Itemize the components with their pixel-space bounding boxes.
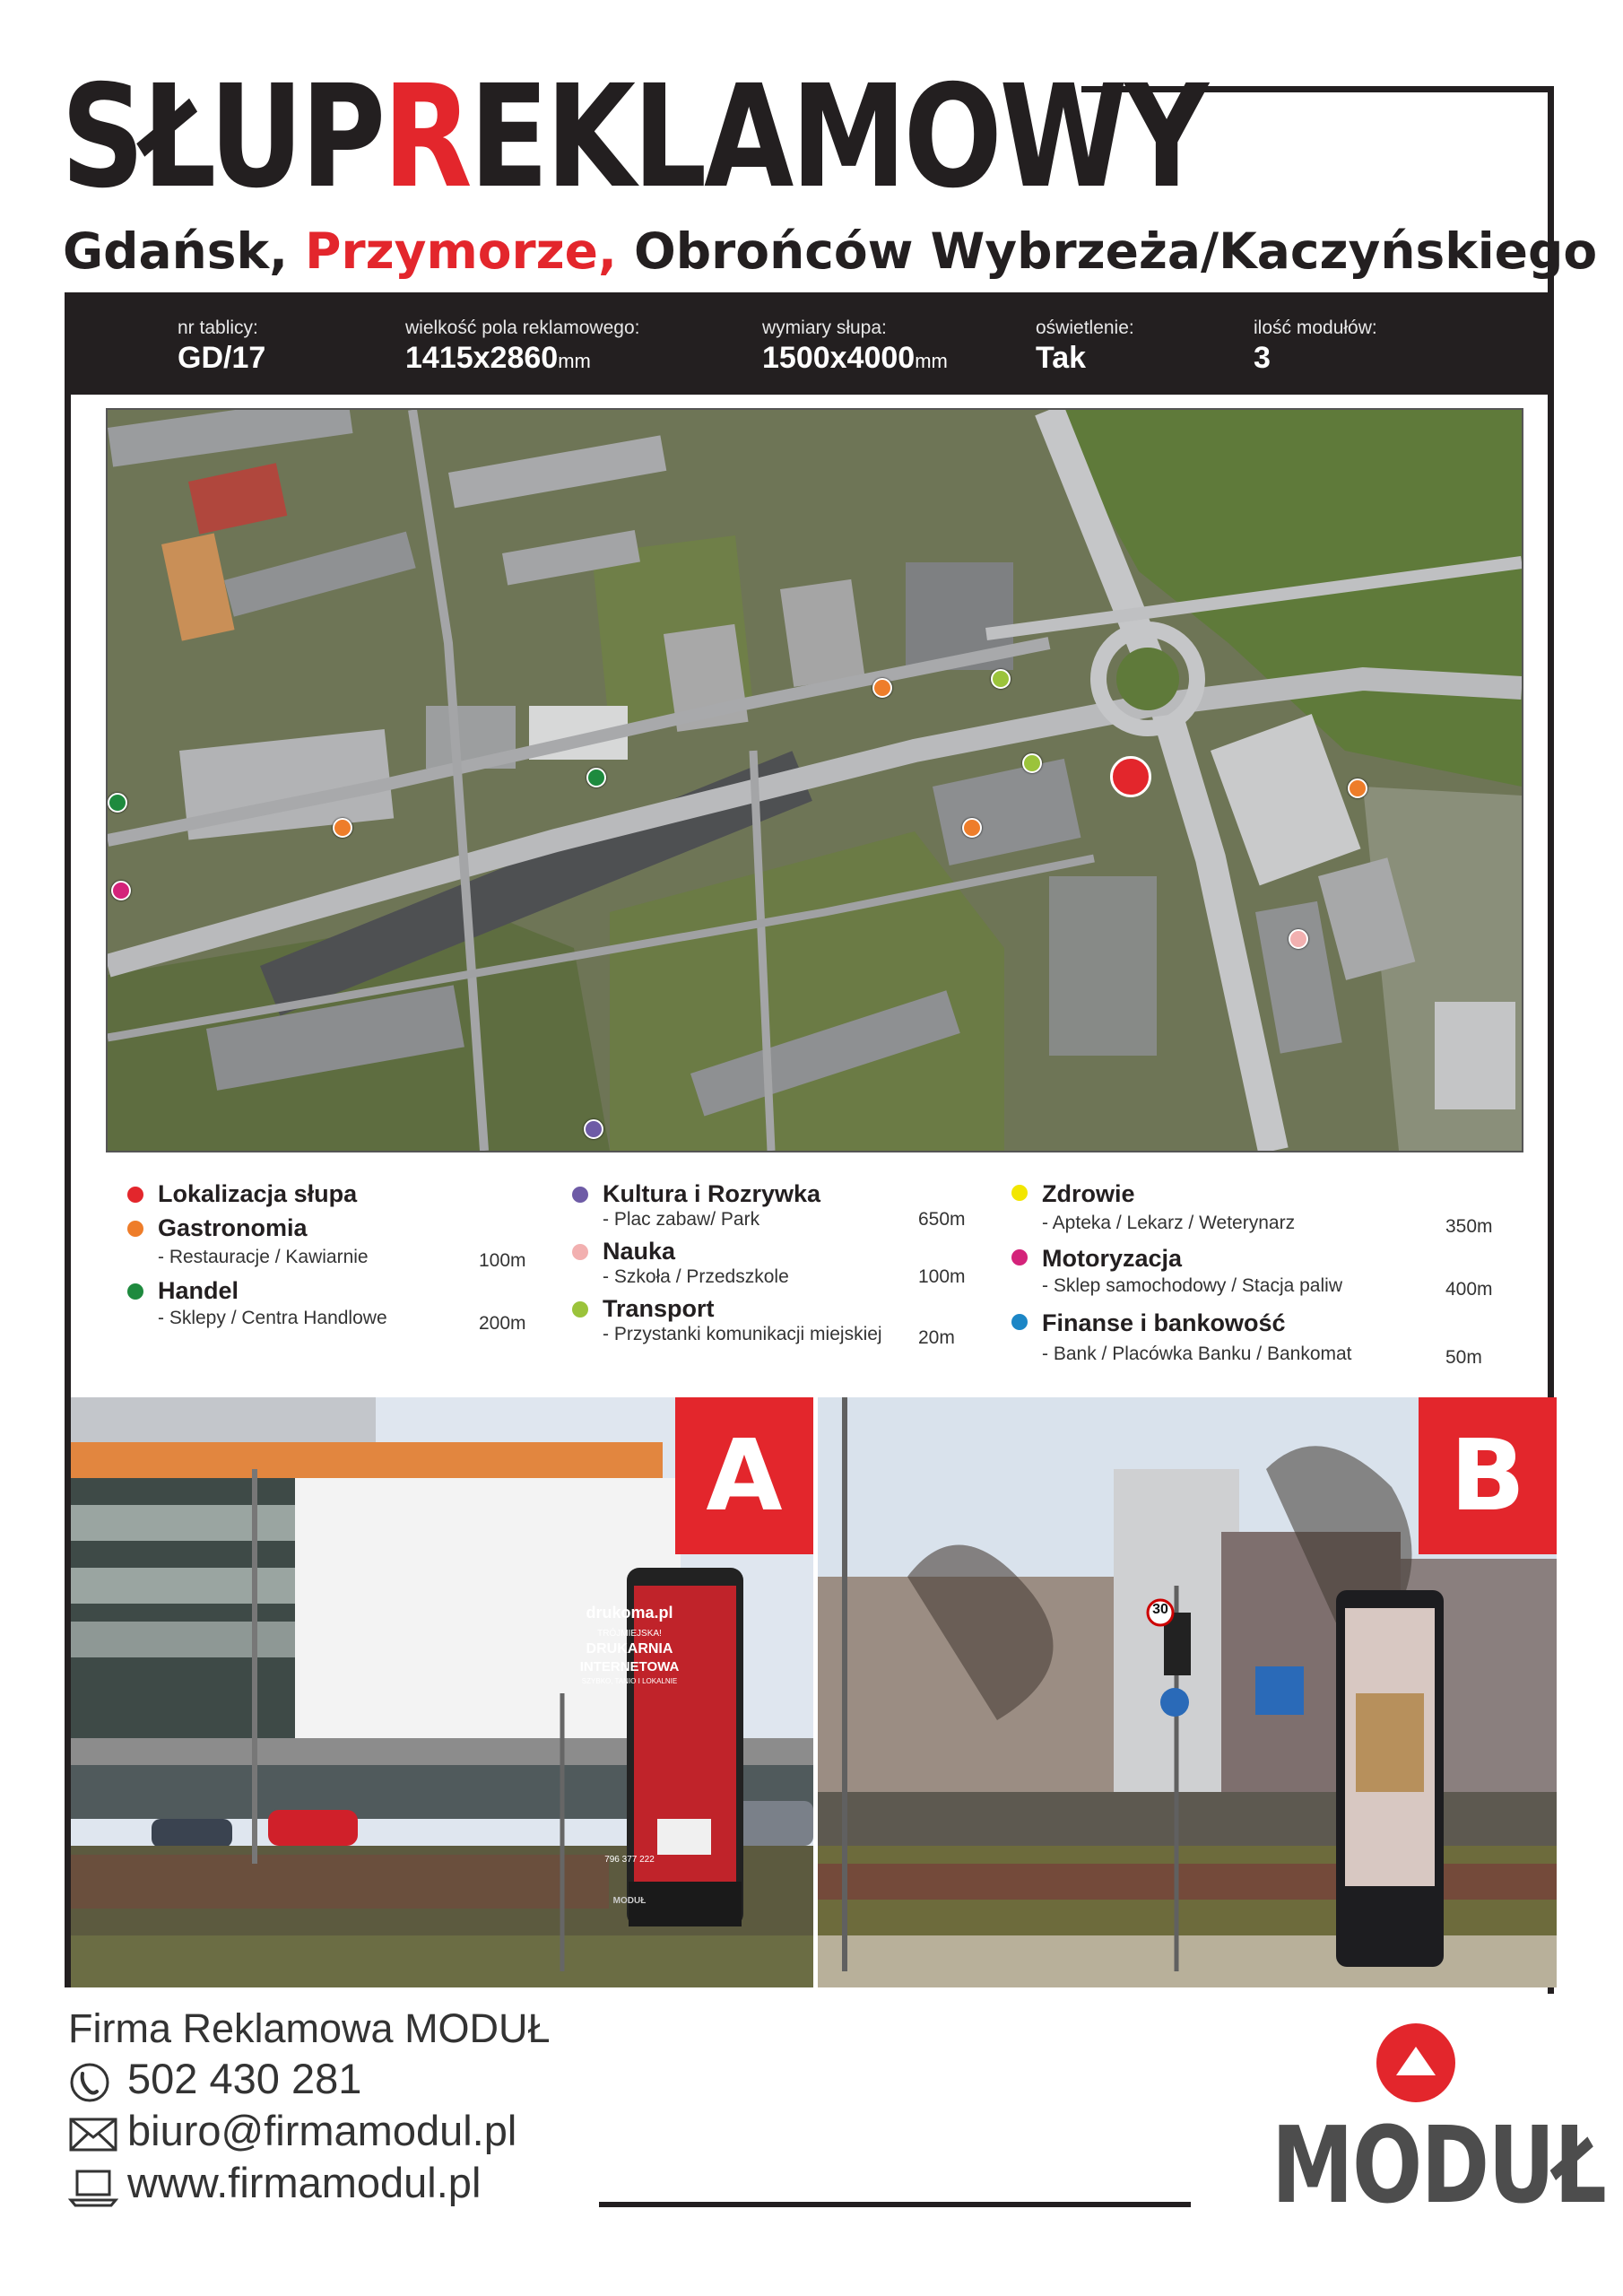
zdrowie-dot-icon (1011, 1185, 1028, 1201)
title-part1: SŁUP (61, 55, 383, 220)
legend-zdrowie-sub: - Apteka / Lekarz / Weterynarz (1042, 1213, 1296, 1233)
kultura-dot-icon (572, 1187, 588, 1203)
handel-dot-icon (127, 1283, 143, 1300)
street: Obrońców Wybrzeża/Kaczyńskiego (634, 222, 1598, 280)
legend-handel-sub: - Sklepy / Centra Handlowe (158, 1308, 387, 1328)
nauka-dot-icon (572, 1244, 588, 1260)
title-highlight: R (382, 55, 470, 220)
poi-kultura-marker (584, 1119, 603, 1139)
board-label: nr tablicy: (178, 317, 258, 338)
company-name: Firma Reklamowa MODUŁ (68, 2005, 551, 2051)
finanse-dot-icon (1011, 1314, 1028, 1330)
website-url: www.firmamodul.pl (127, 2159, 482, 2206)
title-part2: EKLAMOWY (469, 55, 1206, 220)
page-title (61, 55, 1206, 220)
legend-location-title: Lokalizacja słupa (158, 1180, 358, 1207)
pillar-a-brand: MODUŁ (612, 1896, 647, 1906)
poi-handel-marker (586, 768, 606, 787)
pillar-label: wymiary słupa: (762, 317, 887, 338)
phone-number: 502 430 281 (127, 2055, 362, 2102)
footer-divider (599, 2202, 1191, 2207)
legend-nauka-title: Nauka (603, 1238, 676, 1265)
laptop-icon (68, 2166, 118, 2207)
speed-sign-value: 30 (1152, 1602, 1168, 1617)
field-value: 1415x2860 (405, 341, 559, 375)
legend-finanse-dist: 50m (1445, 1347, 1482, 1368)
legend-handel-dist: 200m (479, 1313, 526, 1334)
contact-phone[interactable] (68, 2054, 361, 2100)
legend-handel-title: Handel (158, 1277, 239, 1304)
legend-gastro-dist: 100m (479, 1250, 526, 1271)
light-value: Tak (1036, 341, 1087, 375)
legend-gastro-title: Gastronomia (158, 1214, 308, 1241)
photo-b-badge: B (1419, 1397, 1557, 1554)
photo-a-badge: A (675, 1397, 813, 1554)
aerial-map-image (108, 410, 1522, 1151)
phone-icon (68, 2062, 118, 2103)
logo-mark (1376, 2023, 1455, 2102)
modules-label: ilość modułów: (1254, 317, 1377, 338)
pillar-a-ad-line1: TRÓJMIEJSKA! (597, 1629, 662, 1639)
legend-transport-title: Transport (603, 1295, 715, 1322)
pillar-a-ad-line2: DRUKARNIA (586, 1641, 673, 1657)
info-field-size (405, 317, 639, 376)
poi-nauka-marker (1289, 929, 1308, 949)
frame-left-line (65, 292, 71, 1987)
legend-finanse-sub: - Bank / Placówka Banku / Bankomat (1042, 1344, 1352, 1364)
legend-finanse-title: Finanse i bankowość (1042, 1309, 1286, 1336)
contact-website[interactable] (68, 2158, 481, 2205)
city: Gdańsk, (63, 222, 288, 280)
pillar-a-ad-phone: 796 377 222 (604, 1855, 655, 1865)
poi-gastro-marker (872, 678, 892, 698)
logo-triangle-icon (1376, 2023, 1455, 2102)
pillar-a-ad-brand: drukoma.pl (586, 1604, 673, 1622)
envelope-icon (68, 2114, 118, 2155)
pillar-value-wrap (762, 341, 948, 376)
field-value-wrap (405, 341, 639, 376)
poi-moto-marker (111, 881, 131, 900)
photo-a (71, 1397, 813, 1987)
legend-nauka-sub: - Szkoła / Przedszkole (603, 1266, 789, 1287)
moto-dot-icon (1011, 1249, 1028, 1265)
aerial-map (106, 408, 1523, 1152)
contact-email[interactable] (68, 2106, 516, 2152)
info-lighting (1036, 317, 1134, 376)
legend-transport-sub: - Przystanki komunikacji miejskiej (603, 1324, 882, 1344)
legend-gastro-sub: - Restauracje / Kawiarnie (158, 1247, 369, 1267)
field-label: wielkość pola reklamowego: (405, 317, 640, 338)
logo-wordmark: MODUŁ (1271, 2103, 1606, 2227)
legend-moto-title: Motoryzacja (1042, 1245, 1183, 1272)
pillar-location-marker (1110, 756, 1151, 797)
legend-nauka-dist: 100m (918, 1266, 966, 1287)
legend-kultura-title: Kultura i Rozrywka (603, 1180, 821, 1207)
pillar-a-ad-line3: INTERNETOWA (579, 1659, 680, 1674)
location-pin-icon (127, 1187, 143, 1203)
legend-zdrowie-title: Zdrowie (1042, 1180, 1135, 1207)
light-label: oświetlenie: (1036, 317, 1134, 338)
legend-kultura-sub: - Plac zabaw/ Park (603, 1209, 760, 1230)
legend-moto-dist: 400m (1445, 1279, 1493, 1300)
modules-value: 3 (1254, 341, 1271, 375)
field-unit: mm (558, 350, 591, 372)
transport-dot-icon (572, 1301, 588, 1318)
photo-b (818, 1397, 1557, 1987)
poi-gastro-marker (333, 818, 352, 838)
pillar-value: 1500x4000 (762, 341, 916, 375)
info-bar (65, 292, 1554, 395)
poi-gastro-marker (962, 818, 982, 838)
district: Przymorze, (305, 222, 617, 280)
poi-gastro-marker (1348, 778, 1367, 798)
poi-transport-marker (1022, 753, 1042, 773)
legend-transport-dist: 20m (918, 1327, 955, 1348)
email-address: biuro@firmamodul.pl (127, 2107, 517, 2154)
poi-transport-marker (991, 669, 1011, 689)
legend-zdrowie-dist: 350m (1445, 1216, 1493, 1237)
info-board (178, 317, 265, 376)
poi-handel-marker (108, 793, 127, 813)
location-subtitle (63, 222, 1597, 280)
pillar-a-ad-line4: SZYBKO, TANIO I LOKALNIE (581, 1677, 678, 1685)
info-pillar-size (762, 317, 948, 376)
info-modules (1254, 317, 1377, 376)
legend-kultura-dist: 650m (918, 1209, 966, 1230)
legend-moto-sub: - Sklep samochodowy / Stacja paliw (1042, 1275, 1342, 1296)
gastro-dot-icon (127, 1221, 143, 1237)
board-value: GD/17 (178, 341, 266, 375)
pillar-unit: mm (915, 350, 948, 372)
